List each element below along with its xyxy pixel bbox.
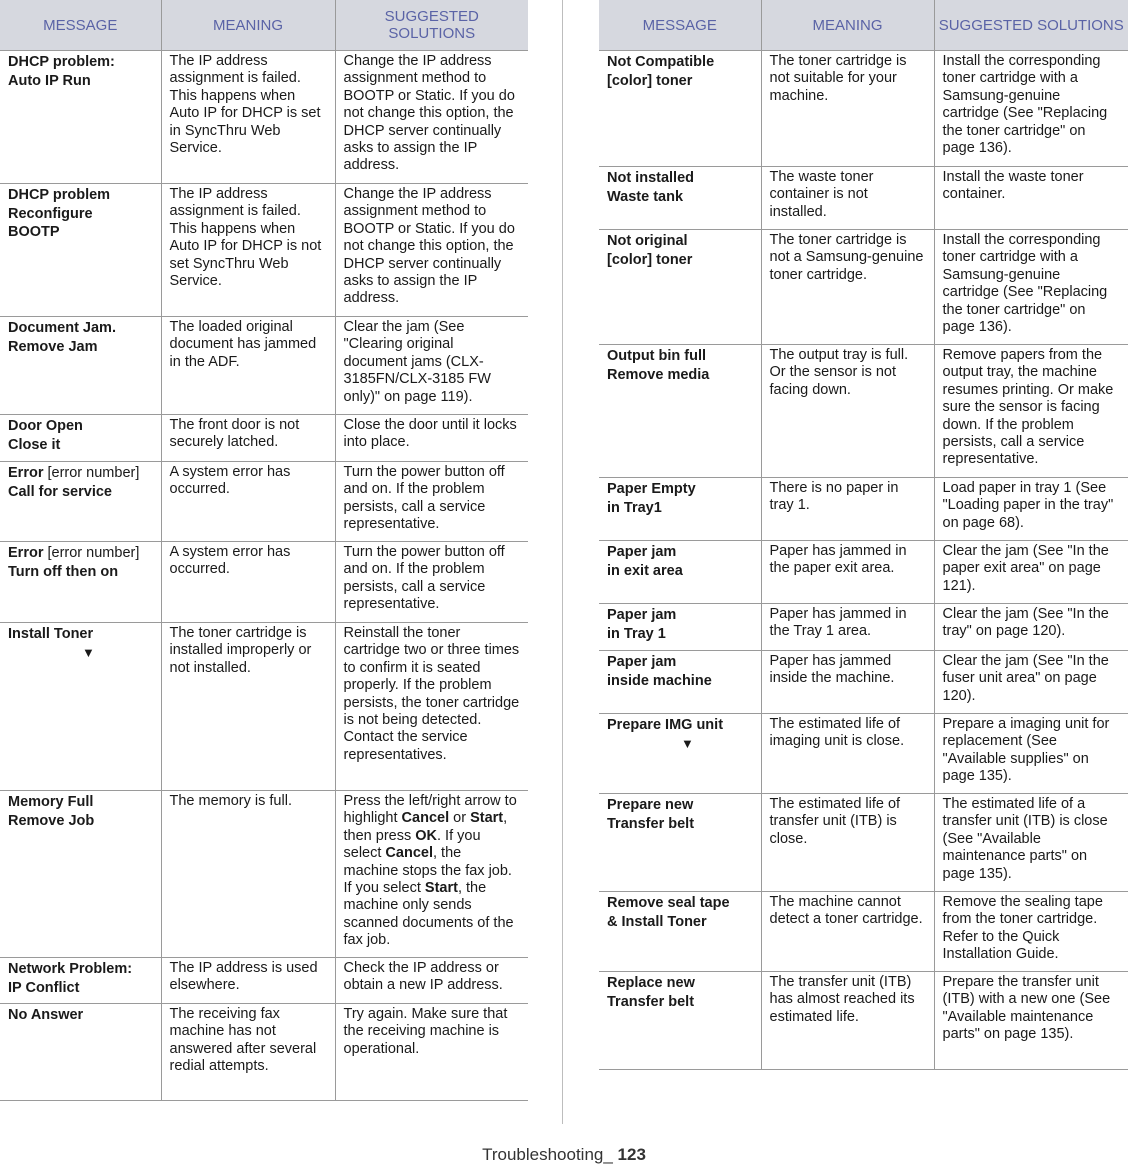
message-bold-text: Memory Full bbox=[8, 794, 94, 810]
message-line bbox=[607, 796, 753, 815]
table-body-right bbox=[599, 51, 1128, 1070]
meaning-cell: Paper has jammed inside the machine. bbox=[761, 651, 934, 714]
message-cell bbox=[0, 1004, 161, 1101]
solution-emphasis: Cancel bbox=[385, 845, 433, 862]
solution-text: , then press bbox=[343, 810, 508, 844]
table-body-left bbox=[0, 51, 528, 1101]
column-divider bbox=[562, 0, 563, 1124]
message-bold-text: Reconfigure bbox=[8, 205, 93, 222]
message-cell bbox=[0, 51, 161, 184]
table-row bbox=[0, 791, 528, 958]
solution-emphasis: Start bbox=[424, 880, 458, 897]
solution-emphasis: Cancel bbox=[401, 810, 450, 827]
message-line bbox=[8, 544, 153, 563]
table-row bbox=[0, 184, 528, 317]
solution-cell: Turn the power button off and on. If the problem persists, call a service representative. bbox=[335, 462, 528, 542]
message-line bbox=[8, 53, 153, 72]
message-cell bbox=[599, 651, 761, 714]
solution-cell: Clear the jam (See "In the paper exit area" on page 121). bbox=[934, 541, 1128, 604]
message-cell bbox=[599, 892, 761, 972]
meaning-cell: The waste toner container is not installed. bbox=[761, 167, 934, 230]
message-bold-text: Remove seal tape bbox=[607, 895, 730, 911]
message-line bbox=[8, 793, 153, 812]
message-line bbox=[607, 188, 753, 207]
message-table-right bbox=[599, 0, 1128, 1070]
message-bold-text: Close it bbox=[8, 436, 61, 453]
message-line bbox=[8, 464, 153, 483]
solution-cell: Turn the power button off and on. If the problem persists, call a service representative. bbox=[335, 542, 528, 623]
meaning-cell: The IP address assignment is failed. This happens when Auto IP for DHCP is set in SyncThru Web Service. bbox=[161, 51, 335, 184]
message-line bbox=[8, 563, 153, 582]
solution-cell: Prepare the transfer unit (ITB) with a new one (See "Available maintenance parts" on page 135). bbox=[934, 972, 1128, 1070]
message-bold-text: & Install Toner bbox=[607, 913, 707, 930]
message-bold-text: Install Toner bbox=[8, 626, 94, 642]
solution-cell: Prepare a imaging unit for replacement (See "Available supplies" on page 135). bbox=[934, 714, 1128, 794]
solution-cell: Install the corresponding toner cartridge with a Samsung-genuine cartridge (See "Replacing the toner cartridge" on page 136). bbox=[934, 230, 1128, 345]
meaning-cell: Paper has jammed in the Tray 1 area. bbox=[761, 604, 934, 651]
message-bold-text: [color] toner bbox=[607, 251, 693, 268]
message-line bbox=[8, 436, 153, 455]
solution-cell: Try again. Make sure that the receiving machine is operational. bbox=[335, 1004, 528, 1101]
table-row bbox=[599, 51, 1128, 167]
message-cell bbox=[599, 478, 761, 541]
message-line bbox=[607, 606, 753, 625]
message-line bbox=[8, 186, 153, 205]
message-cell bbox=[599, 714, 761, 794]
table-row bbox=[599, 604, 1128, 651]
message-cell bbox=[0, 462, 161, 542]
meaning-cell: The toner cartridge is installed improperly or not installed. bbox=[161, 623, 335, 791]
message-cell bbox=[599, 541, 761, 604]
message-line bbox=[607, 653, 753, 672]
message-bold-text: Paper Empty bbox=[607, 481, 696, 497]
solution-cell: Close the door until it locks into place. bbox=[335, 415, 528, 462]
message-line bbox=[8, 1006, 153, 1025]
solution-cell: The estimated life of a transfer unit (ITB) is close (See "Available maintenance parts" on page 135). bbox=[934, 794, 1128, 892]
table-header-row bbox=[0, 0, 528, 51]
message-line bbox=[8, 812, 153, 831]
message-table-left bbox=[0, 0, 528, 1101]
message-bold-text: Replace new bbox=[607, 975, 695, 991]
meaning-cell: Paper has jammed in the paper exit area. bbox=[761, 541, 934, 604]
message-cell bbox=[599, 51, 761, 167]
table-row bbox=[0, 542, 528, 623]
message-line bbox=[607, 347, 753, 366]
message-cell bbox=[0, 184, 161, 317]
message-bold-text: Auto IP Run bbox=[8, 72, 91, 89]
solution-cell: Remove papers from the output tray, the machine resumes printing. Or make sure the sensor is facing down. If the problem persists, call a service representative. bbox=[934, 345, 1128, 478]
table-row bbox=[0, 462, 528, 542]
solution-text: , the machine only sends scanned documents of the fax job. bbox=[343, 880, 514, 949]
table-row bbox=[599, 892, 1128, 972]
meaning-cell: The toner cartridge is not a Samsung-genuine toner cartridge. bbox=[761, 230, 934, 345]
message-bold-text: Not installed bbox=[607, 170, 695, 186]
message-cell bbox=[0, 317, 161, 415]
message-bold-text: Network Problem: bbox=[8, 961, 133, 977]
table-row bbox=[0, 317, 528, 415]
message-line bbox=[607, 625, 753, 644]
table-row bbox=[599, 651, 1128, 714]
solution-cell: Install the corresponding toner cartridge with a Samsung-genuine cartridge (See "Replacing the toner cartridge" on page 136). bbox=[934, 51, 1128, 167]
meaning-cell: The receiving fax machine has not answered after several redial attempts. bbox=[161, 1004, 335, 1101]
meaning-cell: The estimated life of transfer unit (ITB) is close. bbox=[761, 794, 934, 892]
message-bold-text: Error bbox=[8, 465, 44, 481]
message-bold-text: Remove media bbox=[607, 366, 710, 383]
message-bold-text: [color] toner bbox=[607, 72, 693, 89]
scroll-down-arrow-icon: ▼ bbox=[681, 735, 694, 751]
meaning-cell: The front door is not securely latched. bbox=[161, 415, 335, 462]
message-line bbox=[607, 543, 753, 562]
message-line bbox=[8, 72, 153, 91]
right-table-column bbox=[599, 0, 1128, 1070]
message-plain-text: [error number] bbox=[43, 465, 140, 481]
table-header-row bbox=[599, 0, 1128, 51]
table-row bbox=[599, 972, 1128, 1070]
table-row bbox=[0, 51, 528, 184]
solution-cell: Change the IP address assignment method to BOOTP or Static. If you do not change this option, the DHCP server continually asks to assign the IP address. bbox=[335, 184, 528, 317]
solution-cell: Change the IP address assignment method to BOOTP or Static. If you do not change this option, the DHCP server continually asks to assign the IP address. bbox=[335, 51, 528, 184]
message-bold-text: Document Jam. bbox=[8, 320, 116, 336]
table-row bbox=[0, 1004, 528, 1101]
message-cell bbox=[599, 972, 761, 1070]
message-line bbox=[607, 562, 753, 581]
meaning-cell: The estimated life of imaging unit is close. bbox=[761, 714, 934, 794]
message-bold-text: Waste tank bbox=[607, 188, 684, 205]
message-bold-text: BOOTP bbox=[8, 224, 60, 240]
table-row bbox=[599, 230, 1128, 345]
meaning-cell: The loaded original document has jammed in the ADF. bbox=[161, 317, 335, 415]
table-row bbox=[599, 714, 1128, 794]
message-line bbox=[8, 960, 153, 979]
header-meaning: MEANING bbox=[161, 0, 335, 51]
message-line bbox=[607, 251, 753, 270]
message-cell bbox=[0, 791, 161, 958]
message-cell bbox=[0, 542, 161, 623]
message-bold-text: Error bbox=[8, 545, 44, 561]
message-line bbox=[607, 716, 753, 735]
message-cell bbox=[599, 794, 761, 892]
message-bold-text: Not Compatible bbox=[607, 54, 715, 70]
message-bold-text: Transfer belt bbox=[607, 993, 695, 1010]
solution-text: . If you select bbox=[343, 827, 481, 862]
message-plain-text: [error number] bbox=[43, 545, 140, 561]
solution-cell: Install the waste toner container. bbox=[934, 167, 1128, 230]
message-bold-text: Turn off then on bbox=[8, 563, 119, 580]
message-line bbox=[607, 672, 753, 691]
solution-text: , the machine stops the fax job. If you select bbox=[343, 845, 512, 897]
message-line bbox=[607, 894, 753, 913]
table-row bbox=[599, 478, 1128, 541]
solution-cell: Clear the jam (See "Clearing original document jams (CLX-3185FN/CLX-3185 FW only)" on page 119). bbox=[335, 317, 528, 415]
solution-cell: Reinstall the toner cartridge two or three times to confirm it is seated properly. If the problem persists, the toner cartridge is not being detected. Contact the service representatives. bbox=[335, 623, 528, 791]
table-row bbox=[0, 958, 528, 1004]
message-line bbox=[607, 993, 753, 1012]
message-line bbox=[607, 72, 753, 91]
header-message: MESSAGE bbox=[599, 0, 761, 51]
message-bold-text: Prepare IMG unit bbox=[607, 717, 724, 733]
solution-cell: Check the IP address or obtain a new IP address. bbox=[335, 958, 528, 1004]
message-cell bbox=[0, 623, 161, 791]
message-bold-text: Call for service bbox=[8, 483, 112, 500]
solution-emphasis: OK bbox=[415, 827, 437, 844]
message-line bbox=[8, 979, 153, 998]
message-bold-text: in exit area bbox=[607, 562, 683, 579]
meaning-cell: The transfer unit (ITB) has almost reached its estimated life. bbox=[761, 972, 934, 1070]
solution-cell bbox=[335, 791, 528, 958]
message-line bbox=[8, 483, 153, 502]
message-bold-text: in Tray 1 bbox=[607, 625, 666, 642]
meaning-cell: A system error has occurred. bbox=[161, 462, 335, 542]
message-line bbox=[8, 417, 153, 436]
solution-emphasis: Start bbox=[470, 810, 504, 827]
meaning-cell: The machine cannot detect a toner cartridge. bbox=[761, 892, 934, 972]
message-line bbox=[607, 913, 753, 932]
solution-cell: Load paper in tray 1 (See "Loading paper in the tray" on page 68). bbox=[934, 478, 1128, 541]
table-row bbox=[599, 345, 1128, 478]
message-line bbox=[8, 223, 153, 242]
message-line bbox=[607, 815, 753, 834]
solution-text: Press the left/right arrow to highlight bbox=[343, 793, 517, 827]
message-bold-text: DHCP problem bbox=[8, 187, 111, 203]
message-line bbox=[8, 319, 153, 338]
header-meaning: MEANING bbox=[761, 0, 934, 51]
header-message: MESSAGE bbox=[0, 0, 161, 51]
message-line bbox=[607, 232, 753, 251]
message-bold-text: Paper jam bbox=[607, 607, 677, 623]
solution-text: or bbox=[449, 810, 471, 827]
meaning-cell: The IP address is used elsewhere. bbox=[161, 958, 335, 1004]
message-line bbox=[607, 169, 753, 188]
message-bold-text: Output bin full bbox=[607, 348, 707, 364]
message-line bbox=[607, 480, 753, 499]
table-row bbox=[0, 415, 528, 462]
solution-cell: Remove the sealing tape from the toner cartridge. Refer to the Quick Installation Guide. bbox=[934, 892, 1128, 972]
meaning-cell: The output tray is full. Or the sensor is not facing down. bbox=[761, 345, 934, 478]
message-cell bbox=[0, 415, 161, 462]
footer-page-number: 123 bbox=[617, 1145, 646, 1164]
meaning-cell: There is no paper in tray 1. bbox=[761, 478, 934, 541]
message-line bbox=[8, 625, 153, 644]
message-bold-text: in Tray1 bbox=[607, 499, 662, 516]
solution-cell: Clear the jam (See "In the fuser unit area" on page 120). bbox=[934, 651, 1128, 714]
message-bold-text: No Answer bbox=[8, 1007, 84, 1023]
message-cell bbox=[599, 345, 761, 478]
meaning-cell: The toner cartridge is not suitable for your machine. bbox=[761, 51, 934, 167]
message-bold-text: Prepare new bbox=[607, 797, 694, 813]
scroll-down-arrow-icon: ▼ bbox=[82, 644, 95, 660]
meaning-cell: The IP address assignment is failed. This happens when Auto IP for DHCP is not set SyncThru Web Service. bbox=[161, 184, 335, 317]
message-bold-text: Not original bbox=[607, 233, 688, 249]
left-table-column bbox=[0, 0, 528, 1101]
message-cell bbox=[599, 167, 761, 230]
message-line bbox=[8, 338, 153, 357]
meaning-cell: A system error has occurred. bbox=[161, 542, 335, 623]
message-cell bbox=[0, 958, 161, 1004]
message-cell bbox=[599, 230, 761, 345]
message-bold-text: DHCP problem: bbox=[8, 54, 115, 70]
message-bold-text: inside machine bbox=[607, 672, 712, 689]
message-bold-text: Paper jam bbox=[607, 654, 677, 670]
message-line bbox=[607, 53, 753, 72]
message-line bbox=[607, 499, 753, 518]
message-bold-text: Transfer belt bbox=[607, 815, 695, 832]
header-solutions: SUGGESTED SOLUTIONS bbox=[335, 0, 528, 51]
message-bold-text: Door Open bbox=[8, 418, 83, 434]
message-bold-text: IP Conflict bbox=[8, 979, 80, 996]
table-row bbox=[0, 623, 528, 791]
message-line bbox=[8, 205, 153, 224]
header-solutions: SUGGESTED SOLUTIONS bbox=[934, 0, 1128, 51]
table-row bbox=[599, 794, 1128, 892]
table-row bbox=[599, 541, 1128, 604]
message-bold-text: Remove Job bbox=[8, 812, 95, 829]
meaning-cell: The memory is full. bbox=[161, 791, 335, 958]
message-line bbox=[607, 366, 753, 385]
footer-section: Troubleshooting_ bbox=[482, 1145, 618, 1164]
solution-cell: Clear the jam (See "In the tray" on page 120). bbox=[934, 604, 1128, 651]
message-cell bbox=[599, 604, 761, 651]
table-row bbox=[599, 167, 1128, 230]
page-footer bbox=[0, 1144, 1128, 1166]
message-bold-text: Remove Jam bbox=[8, 338, 98, 355]
message-line bbox=[607, 974, 753, 993]
message-bold-text: Paper jam bbox=[607, 544, 677, 560]
